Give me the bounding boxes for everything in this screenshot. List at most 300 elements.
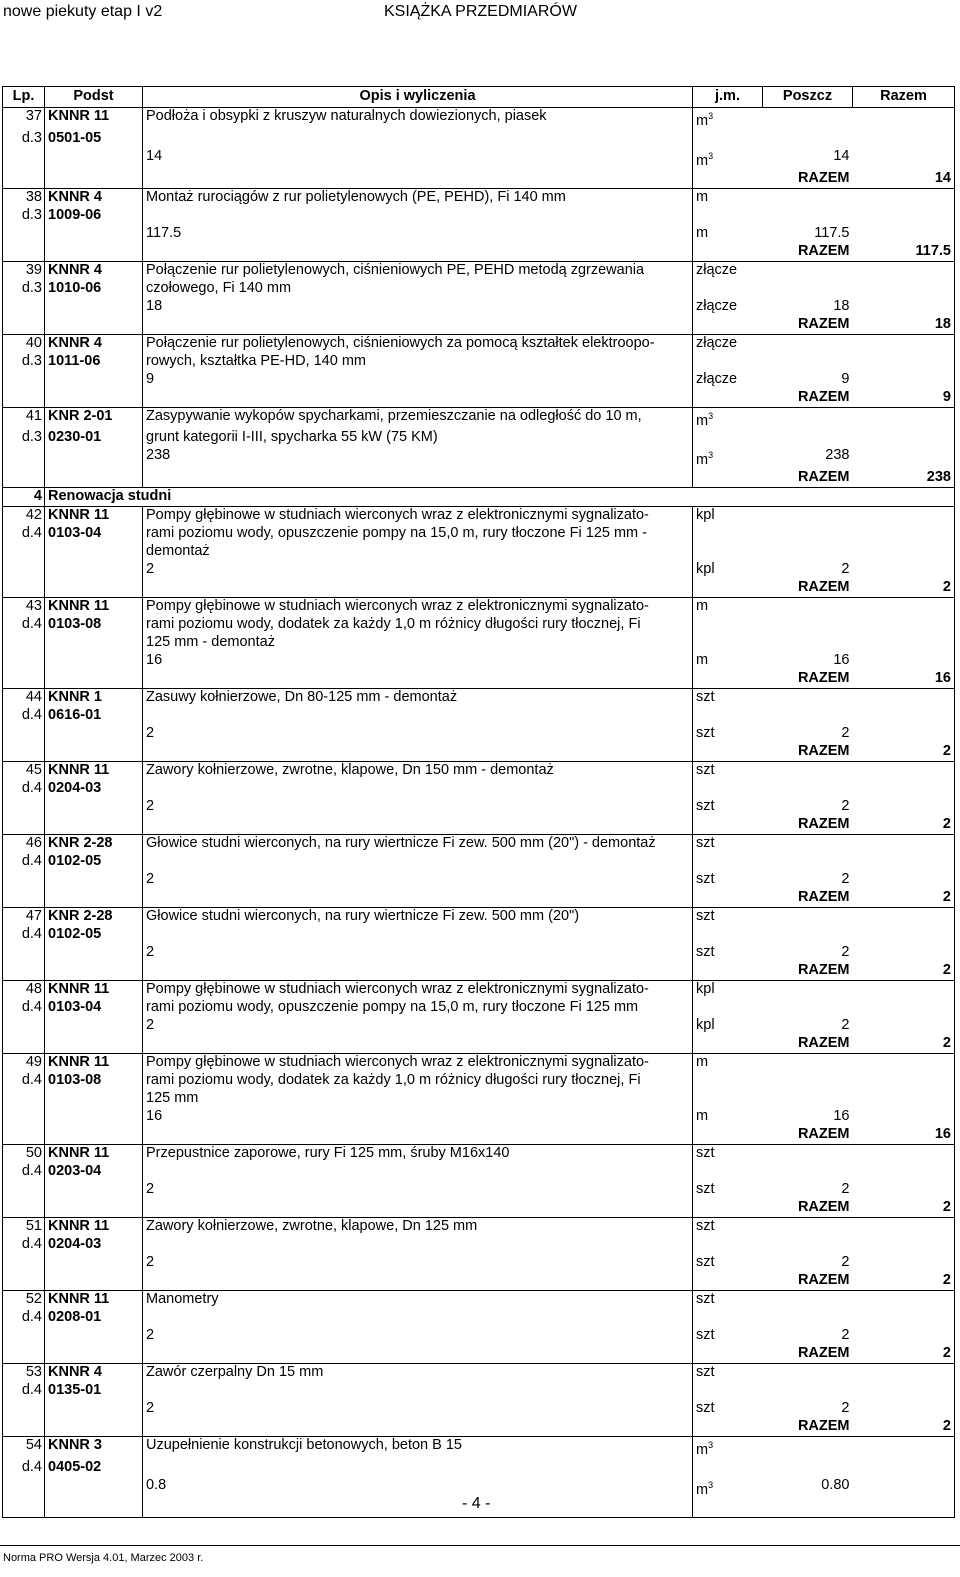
calc-unit: $m^3$	[693, 148, 763, 170]
podst-spacer	[45, 1418, 143, 1437]
lp-spacer	[3, 1181, 45, 1199]
basis-number	[45, 1090, 143, 1108]
unit-spacer	[693, 579, 763, 598]
razem-spacer	[853, 1327, 955, 1345]
calc-expression: 16	[143, 652, 693, 670]
desc-spacer	[143, 1035, 693, 1054]
lp-spacer	[3, 447, 45, 469]
position-number: 48	[3, 981, 45, 1000]
poszcz-spacer	[763, 762, 853, 781]
table-row	[3, 689, 955, 708]
razem-spacer	[853, 926, 955, 944]
podst-spacer	[45, 1017, 143, 1035]
unit: szt	[693, 1291, 763, 1310]
total-label: RAZEM	[763, 170, 853, 189]
lp-spacer	[3, 1272, 45, 1291]
table-row	[3, 762, 955, 781]
table-row	[3, 1054, 955, 1073]
razem-spacer	[853, 1108, 955, 1126]
poszcz-spacer	[763, 1291, 853, 1310]
table-row	[3, 598, 955, 617]
calc-expression: 2	[143, 1327, 693, 1345]
basis-number: 0230-01	[45, 429, 143, 447]
description-line: Montaż rurociągów z rur polietylenowych (PE, PEHD), Fi 140 mm	[143, 188, 693, 207]
calc-unit: szt	[693, 1327, 763, 1345]
poszcz-spacer	[763, 525, 853, 543]
total-label: RAZEM	[763, 1345, 853, 1364]
total-value: 9	[853, 389, 955, 408]
poszcz-value: 2	[841, 871, 850, 888]
table-row	[3, 981, 955, 1000]
basis-code: KNNR 3	[45, 1437, 143, 1459]
poszcz-value: 2	[841, 1327, 850, 1344]
poszcz-spacer	[763, 1145, 853, 1164]
table-row	[3, 207, 955, 225]
unit: kpl	[693, 981, 763, 1000]
table-row	[3, 1145, 955, 1164]
basis-code: KNNR 11	[45, 1145, 143, 1164]
lp-spacer	[3, 944, 45, 962]
podst-spacer	[45, 1499, 143, 1518]
calc-row	[3, 1327, 955, 1345]
poszcz-spacer	[763, 407, 853, 429]
position-number: 42	[3, 507, 45, 526]
unit: złącze	[693, 334, 763, 353]
poszcz-spacer	[763, 1090, 853, 1108]
total-row	[3, 469, 955, 488]
description-line: demontaż	[143, 543, 693, 561]
poszcz-spacer	[763, 926, 853, 944]
table-row	[3, 429, 955, 447]
unit: szt	[693, 908, 763, 927]
unit-spacer	[693, 616, 763, 634]
description-line: Połączenie rur polietylenowych, ciśnieniowych PE, PEHD metodą zgrzewania	[143, 261, 693, 280]
desc-spacer	[143, 816, 693, 835]
basis-number: 0204-03	[45, 780, 143, 798]
description-line	[143, 1236, 693, 1254]
calc-unit: szt	[693, 1181, 763, 1199]
description-line: rami poziomu wody, dodatek za każdy 1,0 m różnicy długości rury tłocznej, Fi	[143, 1072, 693, 1090]
calc-expression: 9	[143, 371, 693, 389]
poszcz-spacer	[763, 835, 853, 854]
calc-expression: 18	[143, 298, 693, 316]
total-row	[3, 962, 955, 981]
podst-spacer	[45, 944, 143, 962]
razem-spacer	[853, 1145, 955, 1164]
department-code: d.4	[3, 1382, 45, 1400]
calc-expression: 2	[143, 725, 693, 743]
razem-spacer	[853, 543, 955, 561]
poszcz-spacer	[763, 130, 853, 148]
calc-row	[3, 447, 955, 469]
calc-row	[3, 944, 955, 962]
unit-spacer	[693, 525, 763, 543]
poszcz-spacer	[763, 207, 853, 225]
unit-spacer	[693, 469, 763, 488]
poszcz-value: 16	[833, 652, 850, 669]
unit-spacer	[693, 889, 763, 908]
calc-unit: złącze	[693, 298, 763, 316]
description-line: grunt kategorii I-III, spycharka 55 kW (75 KM)	[143, 429, 693, 447]
total-label: RAZEM	[763, 579, 853, 598]
desc-spacer	[143, 1126, 693, 1145]
poszcz-spacer	[763, 707, 853, 725]
position-number: 52	[3, 1291, 45, 1310]
calc-expression: 16	[143, 1108, 693, 1126]
podst-spacer	[45, 798, 143, 816]
total-value: 2	[853, 1272, 955, 1291]
description-line: Zasypywanie wykopów spycharkami, przemieszczanie na odległość do 10 m,	[143, 407, 693, 429]
basis-number	[45, 634, 143, 652]
calc-expression: 2	[143, 1181, 693, 1199]
total-value: 2	[853, 579, 955, 598]
razem-spacer	[853, 1072, 955, 1090]
unit-spacer	[693, 353, 763, 371]
razem-spacer	[853, 999, 955, 1017]
basis-code: KNNR 11	[45, 507, 143, 526]
table-row	[3, 835, 955, 854]
lp-spacer	[3, 1126, 45, 1145]
basis-code: KNNR 11	[45, 981, 143, 1000]
unit-spacer	[693, 999, 763, 1017]
razem-spacer	[853, 780, 955, 798]
podst-spacer	[45, 561, 143, 579]
razem-spacer	[853, 507, 955, 526]
podst-spacer	[45, 225, 143, 243]
department-code: d.4	[3, 1236, 45, 1254]
podst-spacer	[45, 371, 143, 389]
col-header-razem: Razem	[853, 87, 955, 108]
calc-unit: $m^3$	[693, 447, 763, 469]
basis-number: 0102-05	[45, 926, 143, 944]
basis-number: 0103-08	[45, 1072, 143, 1090]
unit-spacer	[693, 1459, 763, 1477]
total-row	[3, 1418, 955, 1437]
calc-unit: szt	[693, 1254, 763, 1272]
unit-spacer	[693, 816, 763, 835]
poszcz-spacer	[763, 507, 853, 526]
total-label: RAZEM	[763, 1126, 853, 1145]
description-line	[143, 926, 693, 944]
calc-expression: 2	[143, 944, 693, 962]
desc-spacer	[143, 1199, 693, 1218]
table-row	[3, 707, 955, 725]
department-code	[3, 1090, 45, 1108]
description-line: czołowego, Fi 140 mm	[143, 280, 693, 298]
podst-spacer	[45, 816, 143, 835]
podst-spacer	[45, 316, 143, 335]
total-label	[763, 1499, 853, 1518]
description-line: Przepustnice zaporowe, rury Fi 125 mm, śruby M16x140	[143, 1145, 693, 1164]
podst-spacer	[45, 447, 143, 469]
page-number: - 4 -	[462, 1495, 491, 1512]
unit-spacer	[693, 1272, 763, 1291]
podst-spacer	[45, 1345, 143, 1364]
desc-spacer	[143, 170, 693, 189]
description-line: Zawór czerpalny Dn 15 mm	[143, 1364, 693, 1383]
podst-spacer	[45, 652, 143, 670]
razem-spacer	[853, 525, 955, 543]
podst-spacer	[45, 1126, 143, 1145]
document-title: nowe piekuty etap I v2	[3, 3, 163, 20]
podst-spacer	[45, 889, 143, 908]
razem-spacer	[853, 148, 955, 170]
table-row	[3, 280, 955, 298]
lp-spacer	[3, 469, 45, 488]
table-row	[3, 853, 955, 871]
table-row	[3, 1072, 955, 1090]
podst-spacer	[45, 1108, 143, 1126]
table-row	[3, 999, 955, 1017]
description-line	[143, 130, 693, 148]
total-row	[3, 1126, 955, 1145]
calc-expression: 0.8	[143, 1477, 693, 1499]
department-code: d.3	[3, 130, 45, 148]
unit-spacer	[693, 670, 763, 689]
lp-spacer	[3, 652, 45, 670]
poszcz-value: 2	[841, 1254, 850, 1271]
lp-spacer	[3, 371, 45, 389]
calc-unit: $m^3$	[693, 1477, 763, 1499]
calc-unit: m	[693, 225, 763, 243]
description-line	[143, 207, 693, 225]
footer-text: Norma PRO Wersja 4.01, Marzec 2003 r.	[3, 1552, 204, 1564]
razem-spacer	[853, 616, 955, 634]
calc-row	[3, 1108, 955, 1126]
desc-spacer	[143, 1418, 693, 1437]
desc-spacer	[143, 962, 693, 981]
lp-spacer	[3, 670, 45, 689]
podst-spacer	[45, 579, 143, 598]
razem-spacer	[853, 1291, 955, 1310]
desc-spacer	[143, 389, 693, 408]
poszcz-spacer	[763, 999, 853, 1017]
position-number: 39	[3, 261, 45, 280]
razem-spacer	[853, 447, 955, 469]
poszcz-spacer	[763, 1236, 853, 1254]
poszcz-spacer	[763, 616, 853, 634]
desc-spacer	[143, 243, 693, 262]
description-line: Manometry	[143, 1291, 693, 1310]
total-label: RAZEM	[763, 889, 853, 908]
calc-expression: 14	[143, 148, 693, 170]
total-label: RAZEM	[763, 743, 853, 762]
unit-spacer	[693, 1072, 763, 1090]
razem-spacer	[853, 108, 955, 130]
department-code: d.4	[3, 1072, 45, 1090]
col-header-opis: Opis i wyliczenia	[143, 87, 693, 108]
total-row	[3, 889, 955, 908]
poszcz-spacer	[763, 429, 853, 447]
unit-spacer	[693, 429, 763, 447]
unit: szt	[693, 689, 763, 708]
poszcz-value: 16	[833, 1108, 850, 1125]
basis-number: 1009-06	[45, 207, 143, 225]
description-line: 125 mm	[143, 1090, 693, 1108]
table-row	[3, 1309, 955, 1327]
desc-spacer	[143, 670, 693, 689]
table-row	[3, 1236, 955, 1254]
table-row	[3, 407, 955, 429]
desc-spacer	[143, 579, 693, 598]
razem-spacer	[853, 798, 955, 816]
lp-spacer	[3, 1199, 45, 1218]
lp-spacer	[3, 243, 45, 262]
unit: szt	[693, 762, 763, 781]
position-number: 47	[3, 908, 45, 927]
podst-spacer	[45, 962, 143, 981]
total-row	[3, 170, 955, 189]
calc-expression: 2	[143, 1400, 693, 1418]
unit-spacer	[693, 1126, 763, 1145]
podst-spacer	[45, 1199, 143, 1218]
basis-number: 0102-05	[45, 853, 143, 871]
table-row	[3, 1459, 955, 1477]
total-row	[3, 743, 955, 762]
description-line	[143, 1163, 693, 1181]
basis-code: KNNR 4	[45, 1364, 143, 1383]
razem-spacer	[853, 1364, 955, 1383]
poszcz-value: 2	[841, 798, 850, 815]
unit: m	[693, 598, 763, 617]
poszcz-spacer	[763, 908, 853, 927]
desc-spacer	[143, 469, 693, 488]
basis-number: 0616-01	[45, 707, 143, 725]
poszcz-spacer	[763, 1364, 853, 1383]
total-value: 2	[853, 816, 955, 835]
calc-row	[3, 1017, 955, 1035]
podst-spacer	[45, 243, 143, 262]
razem-spacer	[853, 188, 955, 207]
lp-spacer	[3, 871, 45, 889]
lp-spacer	[3, 1400, 45, 1418]
calc-row	[3, 561, 955, 579]
basis-code: KNR 2-28	[45, 908, 143, 927]
description-line	[143, 1459, 693, 1477]
department-code: d.4	[3, 525, 45, 543]
basis-number: 0103-04	[45, 999, 143, 1017]
basis-number: 1010-06	[45, 280, 143, 298]
description-line	[143, 1309, 693, 1327]
podst-spacer	[45, 1272, 143, 1291]
unit: szt	[693, 1145, 763, 1164]
podst-spacer	[45, 1254, 143, 1272]
description-line	[143, 853, 693, 871]
razem-spacer	[853, 334, 955, 353]
description-line: Głowice studni wierconych, na rury wiertnicze Fi zew. 500 mm (20")	[143, 908, 693, 927]
basis-code: KNNR 4	[45, 334, 143, 353]
unit-spacer	[693, 743, 763, 762]
calc-row	[3, 298, 955, 316]
total-row	[3, 1035, 955, 1054]
lp-spacer	[3, 316, 45, 335]
table-row	[3, 543, 955, 561]
lp-spacer	[3, 1017, 45, 1035]
basis-code: KNNR 11	[45, 598, 143, 617]
razem-spacer	[853, 871, 955, 889]
unit: m	[693, 1054, 763, 1073]
basis-code: KNNR 4	[45, 261, 143, 280]
razem-spacer	[853, 689, 955, 708]
razem-spacer	[853, 1163, 955, 1181]
table-row	[3, 1163, 955, 1181]
department-code	[3, 543, 45, 561]
unit-spacer	[693, 1236, 763, 1254]
department-code: d.3	[3, 429, 45, 447]
table-row	[3, 108, 955, 130]
razem-spacer	[853, 130, 955, 148]
description-line: rami poziomu wody, opuszczenie pompy na 15,0 m, rury tłoczone Fi 125 mm -	[143, 525, 693, 543]
razem-spacer	[853, 1459, 955, 1477]
podst-spacer	[45, 670, 143, 689]
description-line: Pompy głębinowe w studniach wierconych wraz z elektronicznymi sygnalizato-	[143, 598, 693, 617]
unit-spacer	[693, 280, 763, 298]
razem-spacer	[853, 707, 955, 725]
department-code: d.4	[3, 926, 45, 944]
poszcz-value: 14	[833, 147, 850, 164]
lp-spacer	[3, 1499, 45, 1518]
position-number: 53	[3, 1364, 45, 1383]
description-line: Pompy głębinowe w studniach wierconych wraz z elektronicznymi sygnalizato-	[143, 981, 693, 1000]
calc-expression: 2	[143, 1017, 693, 1035]
calc-unit: kpl	[693, 1017, 763, 1035]
description-line: rami poziomu wody, dodatek za każdy 1,0 m różnicy długości rury tłocznej, Fi	[143, 616, 693, 634]
poszcz-value: 238	[825, 447, 850, 464]
position-number: 44	[3, 689, 45, 708]
poszcz-spacer	[763, 188, 853, 207]
razem-spacer	[853, 207, 955, 225]
total-row	[3, 1199, 955, 1218]
basis-code: KNNR 11	[45, 1218, 143, 1237]
desc-spacer	[143, 316, 693, 335]
calc-expression: 238	[143, 447, 693, 469]
calc-row	[3, 798, 955, 816]
razem-spacer	[853, 1218, 955, 1237]
basis-number: 0103-04	[45, 525, 143, 543]
unit-spacer	[693, 1199, 763, 1218]
calc-unit: szt	[693, 944, 763, 962]
podst-spacer	[45, 725, 143, 743]
podst-spacer	[45, 1181, 143, 1199]
total-value: 18	[853, 316, 955, 335]
poszcz-value: 9	[841, 370, 850, 387]
total-value: 16	[853, 670, 955, 689]
total-value: 2	[853, 743, 955, 762]
unit-spacer	[693, 316, 763, 335]
desc-spacer	[143, 889, 693, 908]
table-row	[3, 634, 955, 652]
calc-row	[3, 725, 955, 743]
lp-spacer	[3, 579, 45, 598]
table-header-row	[3, 87, 955, 108]
description-line: 125 mm - demontaż	[143, 634, 693, 652]
total-value: 2	[853, 1199, 955, 1218]
poszcz-spacer	[763, 981, 853, 1000]
description-line: rowych, kształtka PE-HD, 140 mm	[143, 353, 693, 371]
total-value: 14	[853, 170, 955, 189]
calc-row	[3, 371, 955, 389]
unit-spacer	[693, 170, 763, 189]
total-label: RAZEM	[763, 469, 853, 488]
poszcz-value: 2	[841, 944, 850, 961]
col-header-podst: Podst	[45, 87, 143, 108]
table-row	[3, 1382, 955, 1400]
description-line: Głowice studni wierconych, na rury wiertnicze Fi zew. 500 mm (20") - demontaż	[143, 835, 693, 854]
poszcz-spacer	[763, 1309, 853, 1327]
desc-spacer	[143, 1345, 693, 1364]
unit: $m^3$	[693, 108, 763, 130]
poszcz-spacer	[763, 853, 853, 871]
